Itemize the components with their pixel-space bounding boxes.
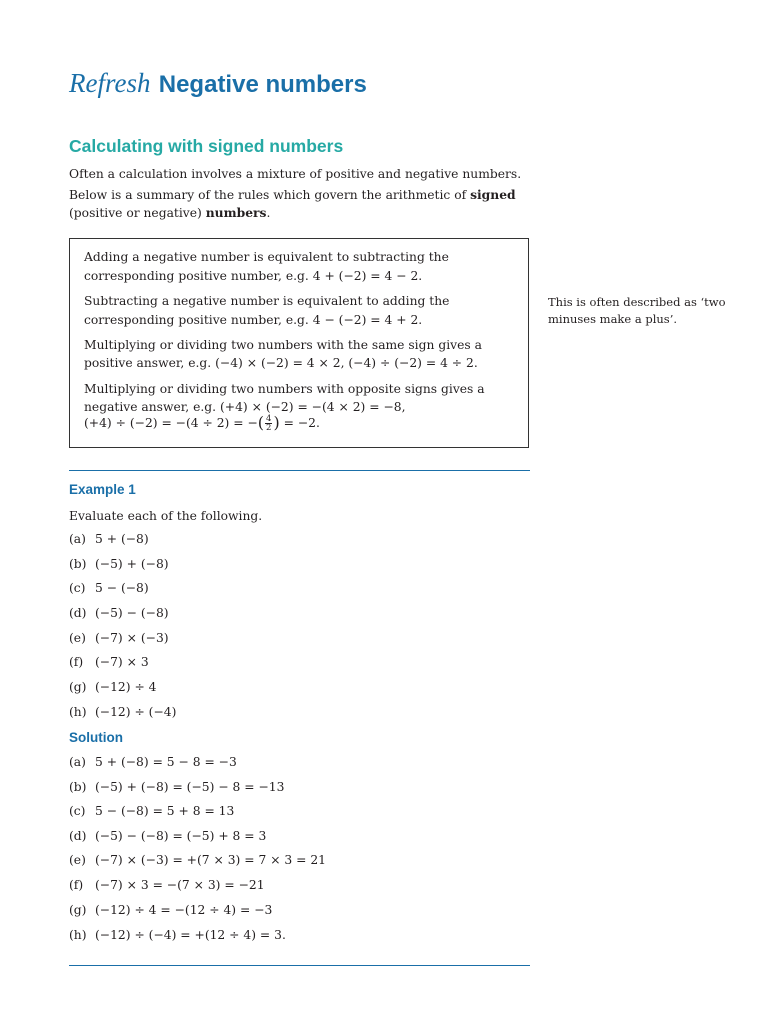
intro-bold-numbers: numbers: [205, 205, 267, 220]
item-label: (a): [69, 532, 86, 546]
item-label: (b): [69, 780, 87, 794]
fraction-numerator: 4: [266, 414, 272, 424]
item-expr: (−5) − (−8): [95, 606, 169, 620]
intro-bold-signed: signed: [470, 187, 516, 202]
example-item: [69, 532, 149, 546]
item-label: (a): [69, 755, 86, 769]
solution-item: [69, 780, 284, 794]
item-expr: 5 − (−8) = 5 + 8 = 13: [95, 804, 235, 818]
solution-item: [69, 903, 272, 917]
item-label: (f): [69, 878, 84, 892]
intro-line-3: [69, 204, 270, 223]
example-item: [69, 557, 169, 571]
intro-text: .: [266, 206, 271, 220]
rule-adding-line-1: Adding a negative number is equivalent to subtracting the: [84, 250, 449, 264]
item-label: (d): [69, 606, 87, 620]
rule-opposite-line-2: negative answer, e.g. (+4) × (−2) = −(4 × 2) = −8,: [84, 400, 406, 414]
divider-bottom: [69, 965, 530, 966]
item-expr: (−7) × 3: [95, 655, 149, 669]
item-label: (c): [69, 581, 86, 595]
item-expr: (−5) + (−8) = (−5) − 8 = −13: [95, 780, 285, 794]
solution-item: [69, 755, 237, 769]
item-expr: (−5) − (−8) = (−5) + 8 = 3: [95, 829, 267, 843]
rule-text: = −2.: [279, 416, 320, 430]
example-item: [69, 581, 149, 595]
rule-same-sign-line-1: Multiplying or dividing two numbers with the same sign gives a: [84, 338, 482, 352]
item-expr: (−12) ÷ (−4) = +(12 ÷ 4) = 3.: [95, 928, 286, 942]
title-refresh: Refresh: [69, 68, 151, 98]
rule-text: (+4) ÷ (−2) = −(4 ÷ 2) = −: [84, 416, 258, 430]
item-label: (h): [69, 928, 87, 942]
example-item: [69, 705, 176, 719]
margin-note: [548, 294, 726, 327]
example-item: [69, 680, 157, 694]
intro-line-1: Often a calculation involves a mixture of positive and negative numbers.: [69, 167, 522, 181]
intro-text: (positive or negative): [69, 206, 206, 220]
paren-close: ): [273, 413, 280, 432]
rule-adding-line-2: corresponding positive number, e.g. 4 + (−2) = 4 − 2.: [84, 269, 423, 283]
section-heading: Calculating with signed numbers: [69, 136, 344, 156]
margin-note-line-1: This is often described as ‘two: [548, 295, 726, 309]
item-expr: (−7) × 3 = −(7 × 3) = −21: [95, 878, 265, 892]
item-label: (g): [69, 903, 87, 917]
item-expr: 5 − (−8): [95, 581, 149, 595]
item-label: (g): [69, 680, 87, 694]
rule-subtracting-line-2: corresponding positive number, e.g. 4 − (−2) = 4 + 2.: [84, 313, 423, 327]
intro-line-2: [69, 186, 516, 205]
solution-item: [69, 829, 266, 843]
item-label: (b): [69, 557, 87, 571]
item-label: (f): [69, 655, 84, 669]
rule-opposite-line-3: [84, 414, 320, 433]
item-label: (e): [69, 853, 86, 867]
item-expr: (−7) × (−3): [95, 631, 169, 645]
item-expr: (−12) ÷ 4: [95, 680, 157, 694]
divider-top: [69, 470, 530, 471]
example-heading: Example 1: [69, 482, 136, 497]
example-item: [69, 655, 149, 669]
rule-opposite-line-1: Multiplying or dividing two numbers with opposite signs gives a: [84, 382, 485, 396]
solution-item: [69, 804, 234, 818]
example-item: [69, 606, 169, 620]
rule-same-sign-line-2: positive answer, e.g. (−4) × (−2) = 4 × 2, (−4) ÷ (−2) = 4 ÷ 2.: [84, 356, 478, 370]
example-item: [69, 631, 169, 645]
margin-note-line-2: minuses make a plus’.: [548, 311, 678, 326]
solution-item: [69, 853, 326, 867]
item-label: (h): [69, 705, 87, 719]
item-expr: 5 + (−8): [95, 532, 149, 546]
paren-open: (: [257, 413, 265, 432]
page-title: [69, 68, 367, 99]
item-expr: (−12) ÷ 4 = −(12 ÷ 4) = −3: [95, 903, 273, 917]
solution-heading: Solution: [69, 730, 123, 745]
fraction-denominator: 2: [266, 423, 272, 433]
example-instruction: Evaluate each of the following.: [69, 509, 263, 523]
item-label: (d): [69, 829, 87, 843]
item-expr: 5 + (−8) = 5 − 8 = −3: [95, 755, 237, 769]
title-topic: Negative numbers: [158, 71, 367, 98]
intro-text: Below is a summary of the rules which govern the arithmetic of: [69, 188, 471, 202]
solution-item: [69, 928, 286, 942]
item-expr: (−7) × (−3) = +(7 × 3) = 7 × 3 = 21: [95, 853, 327, 867]
rule-subtracting-line-1: Subtracting a negative number is equivalent to adding the: [84, 294, 450, 308]
item-expr: (−5) + (−8): [95, 557, 169, 571]
item-label: (c): [69, 804, 86, 818]
item-expr: (−12) ÷ (−4): [95, 705, 177, 719]
item-label: (e): [69, 631, 86, 645]
fraction: [265, 415, 272, 432]
solution-item: [69, 878, 265, 892]
